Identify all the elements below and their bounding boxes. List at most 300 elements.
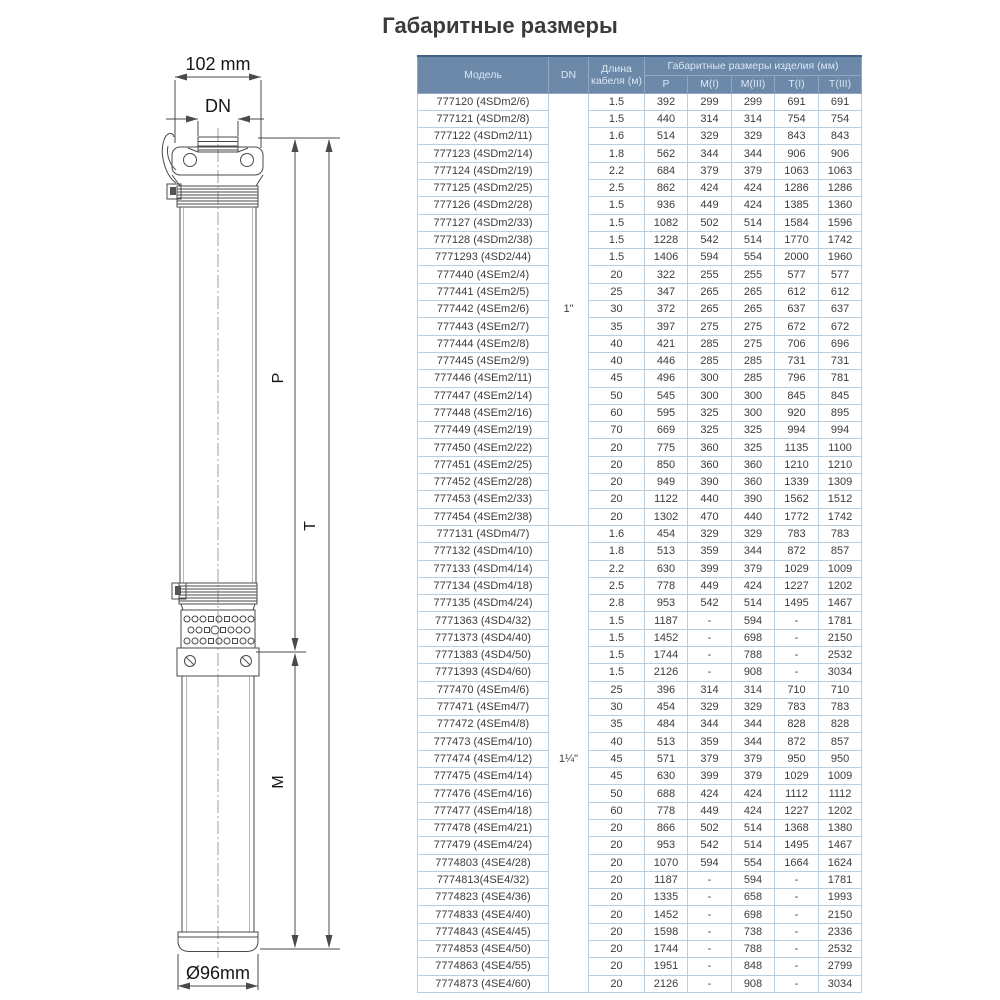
cell-p: 850 [645, 456, 688, 473]
cell-p: 1082 [645, 214, 688, 231]
cell-tiii: 828 [819, 716, 862, 733]
cable-length-cell: 45 [589, 768, 645, 785]
cell-mi: - [688, 889, 732, 906]
cell-miii: 514 [732, 214, 775, 231]
cell-p: 953 [645, 837, 688, 854]
cell-mi: - [688, 958, 732, 975]
cell-ti: 1029 [775, 768, 819, 785]
cell-tiii: 783 [819, 525, 862, 542]
cell-tiii: 3034 [819, 664, 862, 681]
cell-miii: 658 [732, 889, 775, 906]
cell-ti: - [775, 923, 819, 940]
cell-mi: 424 [688, 785, 732, 802]
cell-mi: 275 [688, 318, 732, 335]
table-row [418, 404, 862, 421]
table-row [418, 923, 862, 940]
cell-mi: 424 [688, 179, 732, 196]
cable-length-cell: 1.8 [589, 145, 645, 162]
cell-p: 545 [645, 387, 688, 404]
cable-length-cell: 20 [589, 474, 645, 491]
cell-ti: 1286 [775, 179, 819, 196]
cell-ti: 731 [775, 352, 819, 369]
cell-ti: 796 [775, 370, 819, 387]
cell-p: 684 [645, 162, 688, 179]
cell-mi: - [688, 923, 732, 940]
model-cell: 777445 (4SEm2/9) [418, 352, 549, 369]
table-row [418, 301, 862, 318]
table-row [418, 110, 862, 127]
cell-ti: 872 [775, 543, 819, 560]
model-cell: 777441 (4SEm2/5) [418, 283, 549, 300]
cell-p: 936 [645, 197, 688, 214]
cell-ti: - [775, 889, 819, 906]
cell-ti: 783 [775, 525, 819, 542]
model-cell: 777444 (4SEm2/8) [418, 335, 549, 352]
dimension-outlet-dn [166, 96, 264, 136]
cell-miii: 300 [732, 387, 775, 404]
cell-tiii: 612 [819, 283, 862, 300]
table-row [418, 93, 862, 110]
cell-tiii: 1286 [819, 179, 862, 196]
table-row [418, 128, 862, 145]
model-cell: 777470 (4SEm4/6) [418, 681, 549, 698]
cell-p: 396 [645, 681, 688, 698]
discharge-ribs [177, 186, 258, 207]
cell-miii: 698 [732, 906, 775, 923]
model-cell: 777134 (4SDm4/18) [418, 577, 549, 594]
cell-mi: 314 [688, 110, 732, 127]
cell-mi: 502 [688, 819, 732, 836]
cell-ti: 691 [775, 93, 819, 110]
cell-tiii: 857 [819, 543, 862, 560]
cell-miii: 788 [732, 941, 775, 958]
cell-ti: 1664 [775, 854, 819, 871]
cell-tiii: 710 [819, 681, 862, 698]
cell-tiii: 3034 [819, 975, 862, 992]
cell-ti: 843 [775, 128, 819, 145]
cell-tiii: 754 [819, 110, 862, 127]
cable-length-cell: 1.5 [589, 197, 645, 214]
cell-p: 347 [645, 283, 688, 300]
cell-miii: 698 [732, 629, 775, 646]
model-cell: 777474 (4SEm4/12) [418, 750, 549, 767]
table-row [418, 819, 862, 836]
cell-ti: - [775, 871, 819, 888]
cell-mi: 300 [688, 387, 732, 404]
ear-hole-right [241, 154, 254, 167]
cell-tiii: 1009 [819, 560, 862, 577]
cell-miii: 514 [732, 837, 775, 854]
col-header-cable-length: Длина кабеля (м) [589, 56, 645, 93]
cell-tiii: 781 [819, 370, 862, 387]
cell-p: 1452 [645, 629, 688, 646]
cell-mi: 325 [688, 404, 732, 421]
cable-length-cell: 20 [589, 889, 645, 906]
cell-mi: 325 [688, 422, 732, 439]
cell-ti: 1495 [775, 595, 819, 612]
cable-length-cell: 50 [589, 387, 645, 404]
cell-p: 1187 [645, 871, 688, 888]
cell-ti: 577 [775, 266, 819, 283]
cell-ti: 1029 [775, 560, 819, 577]
table-row [418, 179, 862, 196]
cable-length-cell: 1.5 [589, 629, 645, 646]
cell-mi: 470 [688, 508, 732, 525]
model-cell: 777443 (4SEm2/7) [418, 318, 549, 335]
table-row [418, 716, 862, 733]
model-cell: 777442 (4SEm2/6) [418, 301, 549, 318]
cell-miii: 329 [732, 698, 775, 715]
cell-ti: - [775, 975, 819, 992]
cell-tiii: 783 [819, 698, 862, 715]
cell-p: 778 [645, 802, 688, 819]
cell-miii: 300 [732, 404, 775, 421]
cell-p: 1302 [645, 508, 688, 525]
cell-ti: 2000 [775, 249, 819, 266]
table-row [418, 577, 862, 594]
model-cell: 777440 (4SEm2/4) [418, 266, 549, 283]
cell-tiii: 1781 [819, 871, 862, 888]
cell-tiii: 2150 [819, 629, 862, 646]
cable-length-cell: 1.5 [589, 664, 645, 681]
cell-p: 1406 [645, 249, 688, 266]
cell-tiii: 2532 [819, 647, 862, 664]
cell-miii: 360 [732, 456, 775, 473]
cell-miii: 314 [732, 681, 775, 698]
cell-p: 595 [645, 404, 688, 421]
dim-dn-label: DN [205, 96, 231, 116]
dn-cell: 1" [549, 93, 589, 525]
cell-p: 392 [645, 93, 688, 110]
cell-tiii: 1202 [819, 802, 862, 819]
table-row [418, 508, 862, 525]
cable-length-cell: 20 [589, 906, 645, 923]
dim-p-label: P [270, 372, 287, 384]
table-row [418, 197, 862, 214]
cell-miii: 554 [732, 249, 775, 266]
cell-p: 1228 [645, 231, 688, 248]
cell-ti: 1495 [775, 837, 819, 854]
model-cell: 777121 (4SDm2/8) [418, 110, 549, 127]
dim-102mm-label: 102 mm [185, 54, 251, 74]
model-cell: 777126 (4SDm2/28) [418, 197, 549, 214]
cell-mi: 255 [688, 266, 732, 283]
cell-miii: 424 [732, 179, 775, 196]
table-row [418, 474, 862, 491]
table-row [418, 439, 862, 456]
table-header [418, 56, 862, 93]
table-row [418, 785, 862, 802]
cell-ti: 1210 [775, 456, 819, 473]
cell-p: 775 [645, 439, 688, 456]
cell-p: 953 [645, 595, 688, 612]
spec-table-body [418, 93, 862, 992]
cell-ti: 1562 [775, 491, 819, 508]
table-row [418, 422, 862, 439]
model-cell: 7774853 (4SE4/50) [418, 941, 549, 958]
cell-p: 2126 [645, 664, 688, 681]
cable-length-cell: 40 [589, 733, 645, 750]
cell-tiii: 1100 [819, 439, 862, 456]
cell-tiii: 950 [819, 750, 862, 767]
model-cell: 777479 (4SEm4/24) [418, 837, 549, 854]
model-cell: 777452 (4SEm2/28) [418, 474, 549, 491]
cell-mi: 285 [688, 352, 732, 369]
cell-mi: 299 [688, 93, 732, 110]
table-row [418, 629, 862, 646]
cell-tiii: 2150 [819, 906, 862, 923]
cell-tiii: 1624 [819, 854, 862, 871]
cell-mi: 449 [688, 577, 732, 594]
table-row [418, 352, 862, 369]
cable-length-cell: 20 [589, 491, 645, 508]
cell-mi: - [688, 664, 732, 681]
cable-length-cell: 25 [589, 283, 645, 300]
cell-tiii: 845 [819, 387, 862, 404]
table-row [418, 664, 862, 681]
cell-miii: 329 [732, 525, 775, 542]
model-cell: 777478 (4SEm4/21) [418, 819, 549, 836]
table-row [418, 214, 862, 231]
dimension-t [302, 139, 333, 948]
cell-miii: 285 [732, 352, 775, 369]
model-cell: 777122 (4SDm2/11) [418, 128, 549, 145]
cell-tiii: 1596 [819, 214, 862, 231]
model-cell: 777446 (4SEm2/11) [418, 370, 549, 387]
cell-miii: 424 [732, 577, 775, 594]
cell-mi: 360 [688, 439, 732, 456]
cell-miii: 440 [732, 508, 775, 525]
cable-length-cell: 1.5 [589, 231, 645, 248]
model-cell: 7774873 (4SE4/60) [418, 975, 549, 992]
model-cell: 7774823 (4SE4/36) [418, 889, 549, 906]
cable-length-cell: 1.5 [589, 249, 645, 266]
cell-miii: 514 [732, 231, 775, 248]
cell-tiii: 1512 [819, 491, 862, 508]
cell-ti: 612 [775, 283, 819, 300]
cell-tiii: 895 [819, 404, 862, 421]
model-cell: 7774863 (4SE4/55) [418, 958, 549, 975]
dim-diameter-label: Ø96mm [185, 963, 251, 983]
cable-length-cell: 20 [589, 266, 645, 283]
cable-length-cell: 40 [589, 335, 645, 352]
cell-ti: 906 [775, 145, 819, 162]
table-row [418, 318, 862, 335]
cell-ti: - [775, 664, 819, 681]
cell-p: 484 [645, 716, 688, 733]
cell-ti: - [775, 958, 819, 975]
table-row [418, 283, 862, 300]
cell-tiii: 906 [819, 145, 862, 162]
cell-miii: 424 [732, 802, 775, 819]
cell-ti: 706 [775, 335, 819, 352]
col-header-mi: M(I) [688, 75, 732, 93]
cell-mi: 440 [688, 491, 732, 508]
cell-miii: 255 [732, 266, 775, 283]
cell-mi: 265 [688, 301, 732, 318]
cell-mi: 314 [688, 681, 732, 698]
model-cell: 777453 (4SEm2/33) [418, 491, 549, 508]
cell-tiii: 1009 [819, 768, 862, 785]
cell-tiii: 691 [819, 93, 862, 110]
cable-length-cell: 20 [589, 508, 645, 525]
cell-p: 440 [645, 110, 688, 127]
cell-mi: 344 [688, 145, 732, 162]
cell-miii: 908 [732, 975, 775, 992]
dimension-bottom-diameter [178, 954, 258, 990]
cell-miii: 299 [732, 93, 775, 110]
cable-length-cell: 2.2 [589, 162, 645, 179]
cell-mi: 300 [688, 370, 732, 387]
cable-length-cell: 20 [589, 958, 645, 975]
model-cell: 777471 (4SEm4/7) [418, 698, 549, 715]
cell-ti: 637 [775, 301, 819, 318]
cable-length-cell: 20 [589, 456, 645, 473]
table-row [418, 543, 862, 560]
col-header-model: Модель [418, 56, 549, 93]
cell-tiii: 1063 [819, 162, 862, 179]
model-cell: 777124 (4SDm2/19) [418, 162, 549, 179]
cell-mi: 285 [688, 335, 732, 352]
cell-p: 446 [645, 352, 688, 369]
cell-p: 372 [645, 301, 688, 318]
model-cell: 777449 (4SEm2/19) [418, 422, 549, 439]
cell-p: 1598 [645, 923, 688, 940]
cable-length-cell: 1.8 [589, 543, 645, 560]
table-row [418, 837, 862, 854]
cell-mi: - [688, 647, 732, 664]
cable-length-cell: 20 [589, 837, 645, 854]
cable-length-cell: 20 [589, 923, 645, 940]
cell-p: 688 [645, 785, 688, 802]
cell-miii: 325 [732, 439, 775, 456]
cell-mi: 359 [688, 543, 732, 560]
cell-ti: 783 [775, 698, 819, 715]
table-row [418, 525, 862, 542]
cell-p: 397 [645, 318, 688, 335]
cell-p: 1951 [645, 958, 688, 975]
dn-cell: 1¼" [549, 525, 589, 992]
cell-miii: 275 [732, 318, 775, 335]
cable-length-cell: 35 [589, 716, 645, 733]
model-cell: 777477 (4SEm4/18) [418, 802, 549, 819]
cell-p: 2126 [645, 975, 688, 992]
col-header-dn: DN [549, 56, 589, 93]
cell-miii: 424 [732, 197, 775, 214]
cell-ti: 994 [775, 422, 819, 439]
cell-tiii: 1993 [819, 889, 862, 906]
cell-mi: 379 [688, 162, 732, 179]
table-row [418, 750, 862, 767]
col-header-miii: M(III) [732, 75, 775, 93]
table-row [418, 370, 862, 387]
cell-ti: 828 [775, 716, 819, 733]
cell-p: 1070 [645, 854, 688, 871]
cell-p: 630 [645, 560, 688, 577]
pump-diagram [130, 40, 360, 1000]
dimension-p [270, 139, 299, 651]
cell-miii: 908 [732, 664, 775, 681]
table-row [418, 698, 862, 715]
cell-p: 322 [645, 266, 688, 283]
cell-miii: 265 [732, 283, 775, 300]
cell-mi: 399 [688, 768, 732, 785]
cell-miii: 344 [732, 733, 775, 750]
cell-miii: 379 [732, 768, 775, 785]
cell-tiii: 731 [819, 352, 862, 369]
cable-length-cell: 35 [589, 318, 645, 335]
cable-length-cell: 45 [589, 370, 645, 387]
model-cell: 7774803 (4SE4/28) [418, 854, 549, 871]
cell-p: 866 [645, 819, 688, 836]
cell-mi: 360 [688, 456, 732, 473]
cell-mi: 542 [688, 837, 732, 854]
cable-length-cell: 70 [589, 422, 645, 439]
cell-ti: 845 [775, 387, 819, 404]
cell-p: 454 [645, 698, 688, 715]
cable-length-cell: 2.2 [589, 560, 645, 577]
cable-length-cell: 1.5 [589, 93, 645, 110]
cell-ti: 1385 [775, 197, 819, 214]
coupling-ribs [172, 583, 257, 610]
cell-p: 778 [645, 577, 688, 594]
table-row [418, 387, 862, 404]
model-cell: 777133 (4SDm4/14) [418, 560, 549, 577]
model-cell: 777472 (4SEm4/8) [418, 716, 549, 733]
cell-mi: 542 [688, 595, 732, 612]
table-row [418, 681, 862, 698]
cell-mi: 542 [688, 231, 732, 248]
cable-length-cell: 20 [589, 819, 645, 836]
cell-p: 949 [645, 474, 688, 491]
cell-tiii: 1360 [819, 197, 862, 214]
model-cell: 7771373 (4SD4/40) [418, 629, 549, 646]
cell-mi: 594 [688, 854, 732, 871]
cell-mi: 329 [688, 525, 732, 542]
cell-ti: 710 [775, 681, 819, 698]
cell-tiii: 577 [819, 266, 862, 283]
model-cell: 777128 (4SDm2/38) [418, 231, 549, 248]
table-row [418, 854, 862, 871]
table-row [418, 733, 862, 750]
cell-tiii: 1781 [819, 612, 862, 629]
cell-ti: 1227 [775, 802, 819, 819]
cell-p: 571 [645, 750, 688, 767]
model-cell: 777451 (4SEm2/25) [418, 456, 549, 473]
cell-miii: 848 [732, 958, 775, 975]
cell-ti: 1112 [775, 785, 819, 802]
table-row [418, 162, 862, 179]
cell-p: 1187 [645, 612, 688, 629]
table-row [418, 145, 862, 162]
cell-ti: 1339 [775, 474, 819, 491]
table-row [418, 906, 862, 923]
cell-mi: - [688, 941, 732, 958]
cell-p: 669 [645, 422, 688, 439]
cell-tiii: 1112 [819, 785, 862, 802]
cell-ti: 1770 [775, 231, 819, 248]
cable-length-cell: 20 [589, 941, 645, 958]
cable-length-cell: 45 [589, 750, 645, 767]
cell-miii: 275 [732, 335, 775, 352]
cable-length-cell: 1.6 [589, 525, 645, 542]
cell-p: 454 [645, 525, 688, 542]
dim-m-label: M [270, 775, 287, 789]
cell-miii: 379 [732, 162, 775, 179]
cell-mi: - [688, 629, 732, 646]
cell-ti: 950 [775, 750, 819, 767]
model-cell: 777132 (4SDm4/10) [418, 543, 549, 560]
